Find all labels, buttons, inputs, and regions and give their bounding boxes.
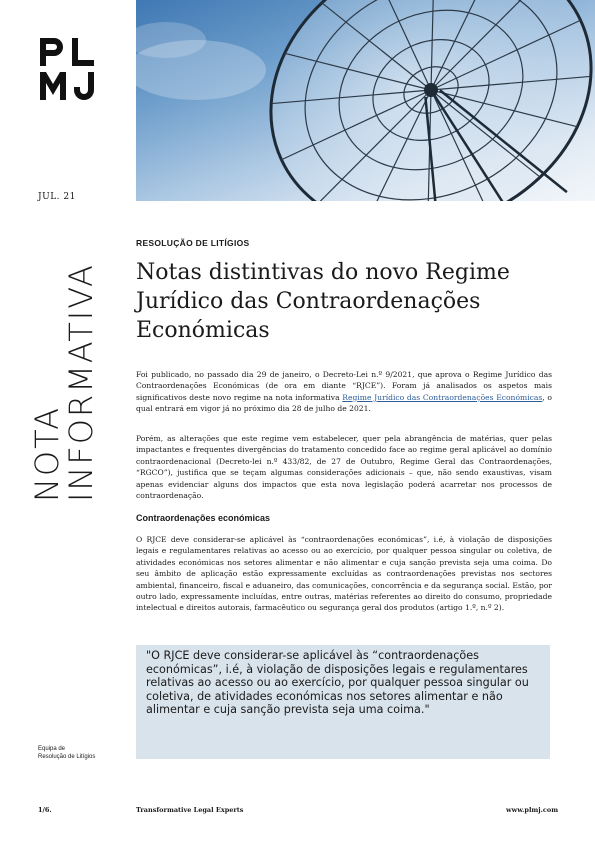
footer-tagline: Transformative Legal Experts — [136, 806, 244, 814]
page-number: 1/6. — [38, 806, 52, 814]
paragraph-1-text-a: Foi publicado, no passado dia 29 de janeiro, o Decreto-Lei n.º 9/2021, que aprova o Regime Jurídico das Contraordenações Económicas (de ora em diante “RJCE”). Foram já analisados os aspetos mais significativos deste novo regime na nota informativa — [136, 370, 552, 402]
paragraph-2: Porém, as alterações que este regime vem estabelecer, quer pela abrangência de matérias, quer pelas impactantes e frequentes divergências do tratamento concedido face ao regime geral aplicável ao domínio contraordenacional (Decreto-lei n.º 433/82, de 27 de Outubro, Regime Geral das Contraordenações, “RGCO”), justifica que se teçam algumas considerações adicionais – que, não sendo exaustivas, visam apenas evidenciar alguns dos impactos que esta nova legislação poderá acarretar nos processos de contraordenação. — [136, 434, 552, 501]
paragraph-1-text-b: , o qual entrará em vigor já no próximo dia 28 de julho de 2021. — [136, 392, 552, 414]
link-rjce-note[interactable]: Regime Jurídico das Contraordenações Económicas — [342, 392, 543, 402]
vertical-title-line1: NOTA — [28, 405, 66, 502]
plmj-logo — [38, 36, 100, 102]
footer-url[interactable]: www.plmj.com — [506, 806, 559, 814]
vertical-title-line2: INFORMATIVA — [62, 263, 100, 502]
section-label: RESOLUÇÃO DE LITÍGIOS — [136, 238, 250, 248]
paragraph-3: O RJCE deve considerar-se aplicável às “contraordenações económicas”, i.é, à violação de disposições legais e regulamentares relativas ao acesso ou ao exercício, por qualquer pessoa singular ou coletiva, de atividades económicas nos setores alimentar e não alimentar e cuja sanção prevista seja uma coima. Do seu âmbito de aplicação estão expressamente excluídas as contraordenações previstas nos sectores ambiental, financeiro, fiscal e aduaneiro, das comunicações, concorrência e da segurança social. Estão, por outro lado, expressamente incluídas, entre outras, matérias referentes ao direito do consumo, propriedade intelectual e direitos autorais, farmacêutico ou segurança geral dos produtos (artigo 1.º, n.º 2). — [136, 535, 552, 613]
vertical-title — [30, 232, 110, 502]
team-label — [38, 745, 95, 761]
pull-quote: "O RJCE deve considerar-se aplicável às “contraordenações económicas”, i.é, à violação de disposições legais e regulamentares relativas ao acesso ou ao exercício, por qualquer pessoa singular ou coletiva, de atividades económicas nos setores alimentar e não alimentar e cuja sanção prevista seja uma coima." — [136, 645, 550, 759]
hero-image — [136, 0, 595, 201]
vertical-title-wrap — [30, 232, 110, 502]
team-label-line2: Resolução de Litígios — [38, 754, 96, 760]
issue-date: JUL. 21 — [38, 192, 76, 202]
team-label-line1: Equipa de — [38, 746, 66, 752]
subheading: Contraordenações económicas — [136, 513, 271, 523]
page-title: Notas distintivas do novo Regime Jurídico das Contraordenações Económicas — [136, 260, 510, 343]
paragraph-1 — [136, 369, 552, 415]
satellite-dish-image — [136, 0, 595, 201]
